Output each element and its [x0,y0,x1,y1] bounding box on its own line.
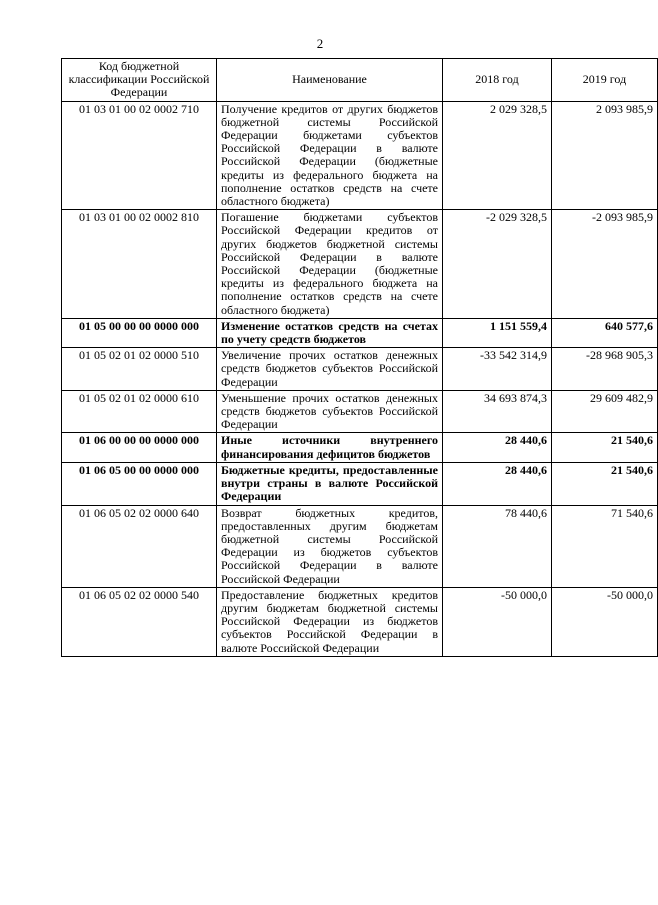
name-cell: Изменение остатков средств на счетах по учету средств бюджетов [217,318,443,347]
budget-sources-table [61,58,658,657]
name-cell: Погашение бюджетами субъектов Российской Федерации кредитов от других бюджетов бюджетной системы Российской Федерации в валюте Российской Федерации (бюджетные кредиты из федерального бюджета на пополнение остатков средств на счете областного бюджета) [217,210,443,319]
header-name: Наименование [217,59,443,102]
code-cell: 01 05 02 01 02 0000 610 [62,390,217,433]
table-row [62,390,658,433]
value-2018-cell: 2 029 328,5 [443,101,552,210]
code-cell: 01 06 05 02 02 0000 640 [62,505,217,587]
value-2019-cell: 2 093 985,9 [552,101,658,210]
value-2018-cell: 1 151 559,4 [443,318,552,347]
name-cell: Получение кредитов от других бюджетов бюджетной системы Российской Федерации бюджетами субъектов Российской Федерации в валюте Российской Федерации (бюджетные кредиты из федерального бюджета на пополнение остатков средств на счете областного бюджета) [217,101,443,210]
name-cell: Иные источники внутреннего финансирования дефицитов бюджетов [217,433,443,462]
value-2018-cell: 34 693 874,3 [443,390,552,433]
table-row [62,587,658,656]
name-cell: Предоставление бюджетных кредитов другим бюджетам бюджетной системы Российской Федерации из бюджетов субъектов Российской Федерации в валюте Российской Федерации [217,587,443,656]
table-row [62,318,658,347]
value-2018-cell: -50 000,0 [443,587,552,656]
value-2018-cell: 78 440,6 [443,505,552,587]
value-2018-cell: -2 029 328,5 [443,210,552,319]
table-row [62,101,658,210]
value-2018-cell: 28 440,6 [443,462,552,505]
header-2019: 2019 год [552,59,658,102]
value-2019-cell: 21 540,6 [552,433,658,462]
code-cell: 01 06 00 00 00 0000 000 [62,433,217,462]
name-cell: Уменьшение прочих остатков денежных средств бюджетов субъектов Российской Федерации [217,390,443,433]
code-cell: 01 06 05 02 02 0000 540 [62,587,217,656]
header-2018: 2018 год [443,59,552,102]
value-2019-cell: 640 577,6 [552,318,658,347]
name-cell: Увеличение прочих остатков денежных средств бюджетов субъектов Российской Федерации [217,348,443,391]
table-header-row [62,59,658,102]
table-row [62,210,658,319]
code-cell: 01 03 01 00 02 0002 810 [62,210,217,319]
code-cell: 01 05 00 00 00 0000 000 [62,318,217,347]
value-2019-cell: -50 000,0 [552,587,658,656]
code-cell: 01 06 05 00 00 0000 000 [62,462,217,505]
value-2019-cell: -28 968 905,3 [552,348,658,391]
page-number: 2 [316,36,324,51]
table-row [62,505,658,587]
value-2019-cell: 71 540,6 [552,505,658,587]
value-2018-cell: -33 542 314,9 [443,348,552,391]
table-row [62,433,658,462]
code-cell: 01 05 02 01 02 0000 510 [62,348,217,391]
value-2019-cell: 21 540,6 [552,462,658,505]
table-row [62,348,658,391]
table-row [62,462,658,505]
value-2018-cell: 28 440,6 [443,433,552,462]
name-cell: Возврат бюджетных кредитов, предоставленных другим бюджетам бюджетной системы Российской Федерации из бюджетов субъектов Российской Федерации в валюте Российской Федерации [217,505,443,587]
header-code: Код бюджетной классификации Российской Федерации [62,59,217,102]
value-2019-cell: 29 609 482,9 [552,390,658,433]
code-cell: 01 03 01 00 02 0002 710 [62,101,217,210]
value-2019-cell: -2 093 985,9 [552,210,658,319]
name-cell: Бюджетные кредиты, предоставленные внутри страны в валюте Российской Федерации [217,462,443,505]
